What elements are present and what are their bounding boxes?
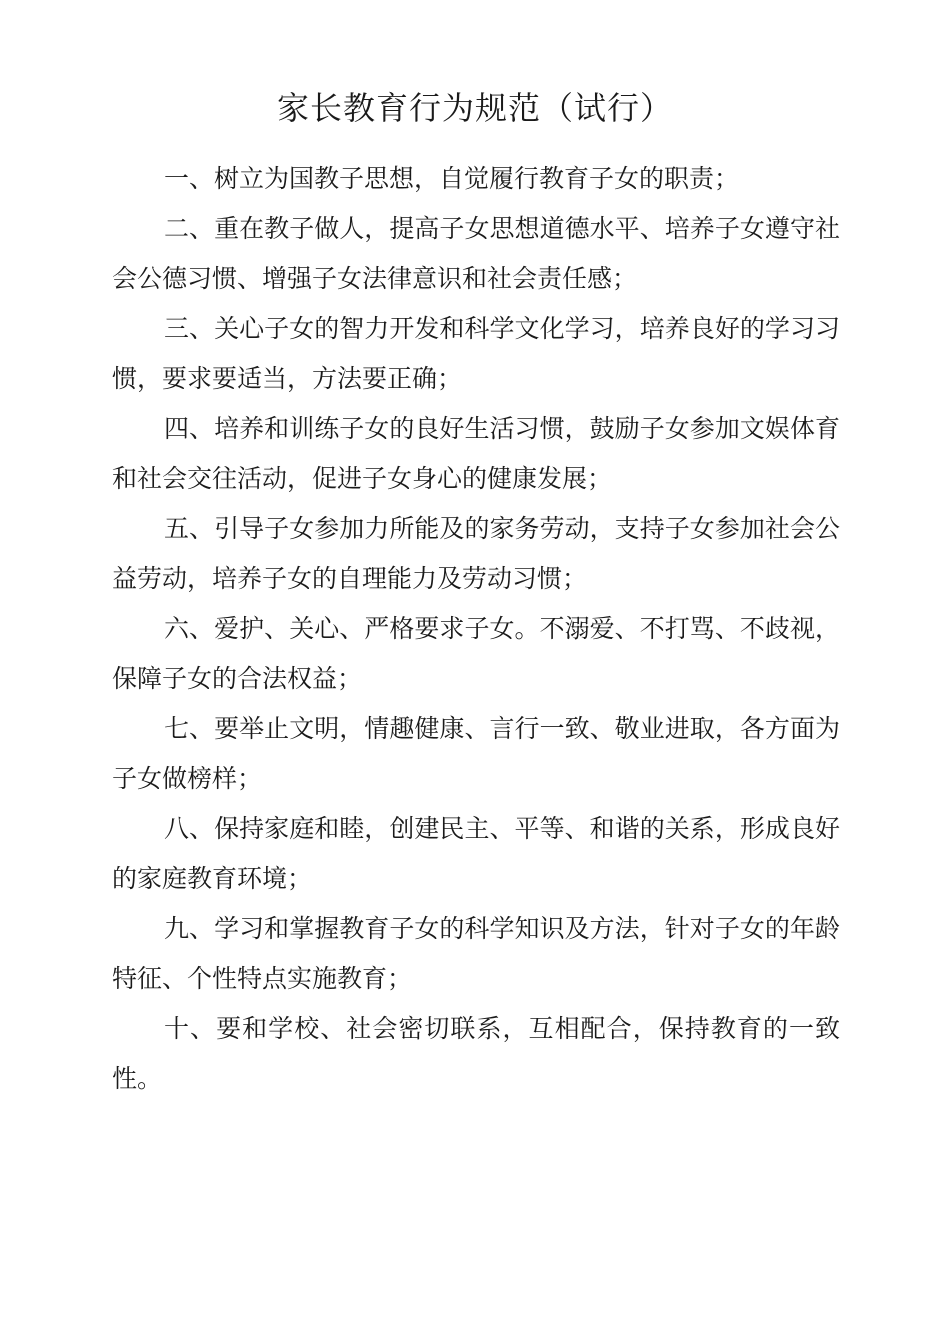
- paragraph-8: 八、保持家庭和睦，创建民主、平等、和谐的关系，形成良好的家庭教育环境；: [112, 814, 840, 893]
- paragraph-3: 三、关心子女的智力开发和科学文化学习，培养良好的学习习惯，要求要适当，方法要正确；: [112, 314, 840, 393]
- paragraph-6: 六、爱护、关心、严格要求子女。不溺爱、不打骂、不歧视，保障子女的合法权益；: [112, 614, 840, 693]
- paragraph-10: 十、要和学校、社会密切联系，互相配合，保持教育的一致性。: [112, 1014, 840, 1093]
- paragraph-1: 一、树立为国教子思想，自觉履行教育子女的职责；: [164, 164, 740, 193]
- document-body: [112, 154, 840, 1104]
- paragraph-2: 二、重在教子做人，提高子女思想道德水平、培养子女遵守社会公德习惯、增强子女法律意识和社会责任感；: [112, 214, 840, 293]
- document-title: 家长教育行为规范（试行）: [276, 89, 673, 127]
- paragraph-9: 九、学习和掌握教育子女的科学知识及方法，针对子女的年龄特征、个性特点实施教育；: [112, 914, 840, 993]
- paragraph-4: 四、培养和训练子女的良好生活习惯，鼓励子女参加文娱体育和社会交往活动，促进子女身心的健康发展；: [112, 414, 840, 493]
- paragraph-7: 七、要举止文明，情趣健康、言行一致、敬业进取，各方面为子女做榜样；: [112, 714, 840, 793]
- paragraph-5: 五、引导子女参加力所能及的家务劳动，支持子女参加社会公益劳动，培养子女的自理能力及劳动习惯；: [112, 514, 840, 593]
